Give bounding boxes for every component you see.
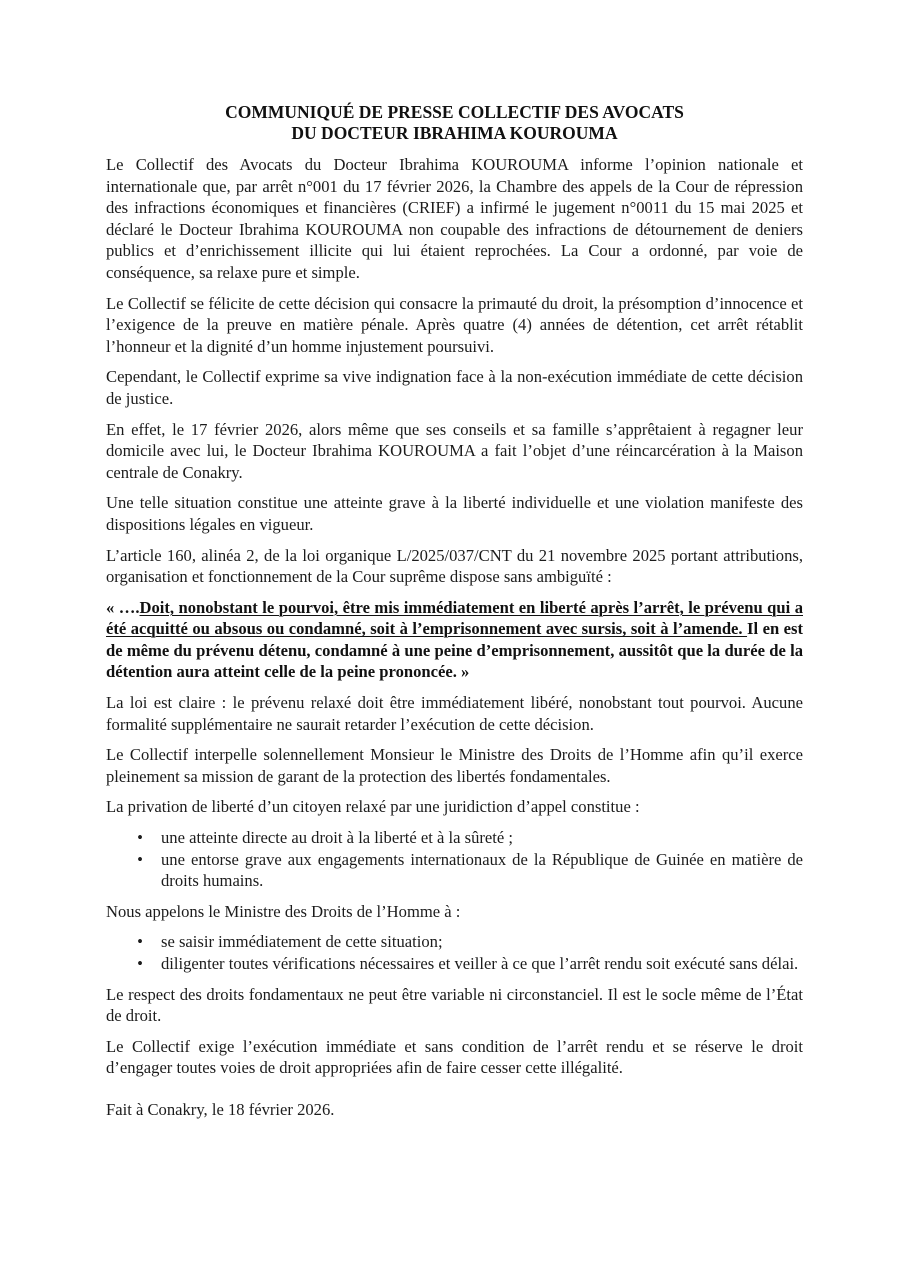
paragraph-article-reference: L’article 160, alinéa 2, de la loi organique L/2025/037/CNT du 21 novembre 2025 portant attributions, organisation et fonctionnement de la Cour suprême dispose sans ambiguïté :: [106, 545, 803, 587]
paragraph-violation: Une telle situation constitue une atteinte grave à la liberté individuelle et une violation manifeste des dispositions légales en vigueur.: [106, 493, 803, 534]
document-body: [106, 102, 803, 1130]
paragraph-law-is-clear: La loi est claire : le prévenu relaxé doit être immédiatement libéré, nonobstant tout pourvoi. Aucune formalité supplémentaire ne saurait retarder l’exécution de cette décision.: [106, 693, 803, 734]
list-item: • une entorse grave aux engagements internationaux de la République de Guinée en matière de droits humains.: [161, 849, 803, 892]
paragraph-call-minister: Nous appelons le Ministre des Droits de l’Homme à :: [106, 901, 461, 921]
paragraph-deprivation: La privation de liberté d’un citoyen relaxé par une juridiction d’appel constitue :: [106, 797, 640, 817]
bullet-icon: •: [137, 849, 143, 869]
bullet-icon: •: [137, 954, 143, 973]
paragraph-welcome-decision: Le Collectif se félicite de cette décision qui consacre la primauté du droit, la présomption d’innocence et l’exigence de la preuve en matière pénale. Après quatre (4) années de détention, cet arrêt rétablit l’honneur et la dignité d’un homme injustement poursuivi.: [106, 293, 803, 356]
signature-date: Fait à Conakry, le 18 février 2026.: [106, 1099, 335, 1119]
paragraph-minister-appeal: Le Collectif interpelle solennellement Monsieur le Ministre des Droits de l’Homme afin qu’il exerce pleinement sa mission de garant de la protection des libertés fondamentales.: [106, 745, 803, 786]
deprivation-list: [106, 827, 803, 892]
bullet-icon: •: [137, 828, 143, 848]
paragraph-demand-execution: Le Collectif exige l’exécution immédiate et sans condition de l’arrêt rendu et se réserve le droit d’engager toutes voies de droit appropriées afin de faire cesser cette illégalité.: [106, 1036, 803, 1078]
paragraph-indignation: Cependant, le Collectif exprime sa vive indignation face à la non-exécution immédiate de cette décision de justice.: [106, 367, 803, 408]
quote-rest: Il en est de même du prévenu détenu, condamné à une peine d’emprisonnement, aussitôt que la durée de la détention aura atteint celle de la peine prononcée. »: [106, 619, 803, 682]
title-line-2: DU DOCTEUR IBRAHIMA KOUROUMA: [291, 123, 618, 143]
list-item: • diligenter toutes vérifications nécessaires et veiller à ce que l’arrêt rendu soit exécuté sans délai.: [161, 953, 803, 975]
list-item: • se saisir immédiatement de cette situation;: [161, 931, 803, 953]
paragraph-announcement: Le Collectif des Avocats du Docteur Ibrahima KOUROUMA informe l’opinion nationale et internationale que, par arrêt n°001 du 17 février 2026, la Chambre des appels de la Cour de répression des infractions économiques et financières (CRIEF) a infirmé le jugement n°0011 du 15 mai 2025 et déclaré le Docteur Ibrahima KOUROUMA non coupable des infractions de détournement de deniers publics et d’enrichissement illicite qui lui étaient reprochées. La Cour a ordonné, par voie de conséquence, sa relaxe pure et simple.: [106, 155, 803, 282]
paragraph-reincarceration: En effet, le 17 février 2026, alors même que ses conseils et sa famille s’apprêtaient à regagner leur domicile avec lui, le Docteur Ibrahima KOUROUMA a fait l’objet d’une réincarcération à la Maison centrale de Conakry.: [106, 419, 803, 482]
bullet-icon: •: [137, 932, 143, 952]
demands-list: [106, 931, 803, 974]
paragraph-fundamental-rights: Le respect des droits fondamentaux ne peut être variable ni circonstanciel. Il est le socle même de l’État de droit.: [106, 984, 803, 1026]
page-title: [106, 102, 803, 144]
list-item: • une atteinte directe au droit à la liberté et à la sûreté ;: [161, 827, 803, 849]
legal-quote: [106, 597, 803, 683]
quote-underlined: Doit, nonobstant le pourvoi, être mis immédiatement en liberté après l’arrêt, le prévenu qui a été acquitté ou absous ou condamné, soit à l’emprisonnement avec sursis, soit à l’amende.: [106, 597, 803, 639]
title-line-1: COMMUNIQUÉ DE PRESSE COLLECTIF DES AVOCATS: [225, 102, 684, 122]
quote-open: « ….: [106, 597, 140, 617]
